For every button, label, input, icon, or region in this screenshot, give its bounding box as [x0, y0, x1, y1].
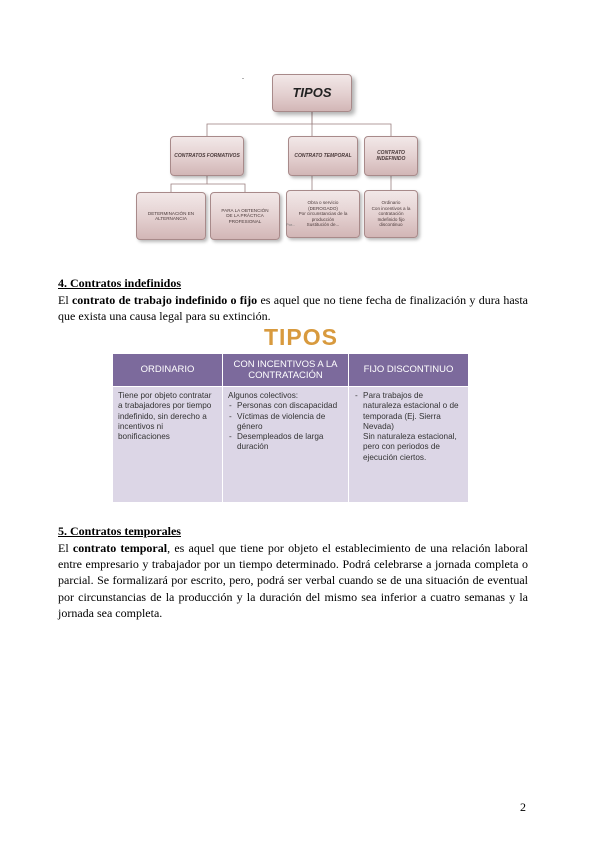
section-4-heading: 4. Contratos indefinidos — [58, 276, 182, 290]
node-alternancia — [136, 192, 206, 240]
diagram-root-node: TIPOS — [272, 74, 352, 112]
section-5-heading: 5. Contratos temporales — [58, 524, 181, 538]
node-text: discontinuo — [379, 222, 403, 228]
paragraph-text: , es aquel que tiene por objeto el establecimiento de una relación laboral entre empresario y trabajador por un tiempo determinado. Podrá celebrarse a jornada completa o parcial. Se formalizará por escrito, pero, podrá ser verbal cuando se de una situación de eventual por circunstancias de la producción y la duración del mismo sea inferior a cuatro semanas y la jornada sea completa. — [58, 541, 528, 620]
section-5-paragraph — [58, 540, 528, 621]
node-text: Por circunstancias de la — [298, 211, 348, 217]
cell-text: Tiene por objeto contratar a trabajadores por tiempo indefinido, sin derecho a incentivos ni bonificaciones — [118, 391, 212, 441]
incentivos-list — [228, 401, 343, 452]
node-text: Con incentivos a la — [371, 205, 411, 211]
bold-term: contrato temporal — [72, 541, 168, 555]
paragraph-text: El — [58, 541, 73, 555]
table-row — [113, 387, 469, 503]
list-item: - Para trabajos de naturaleza estacional o de temporada (Ej. Sierra Nevada) — [363, 391, 463, 432]
node-text: producción — [311, 216, 335, 222]
node-text: Sustitución de... — [306, 222, 340, 228]
header-incentivos: CON INCENTIVOS A LA CONTRATACIÓN — [223, 354, 349, 387]
node-text: contratación — [378, 211, 404, 217]
node-text: ALTERNANCIA — [155, 216, 187, 221]
bold-term: contrato de trabajo indefinido o fijo — [71, 293, 258, 307]
node-text: PARA LA OBTENCIÓN — [221, 207, 269, 213]
cell-incentivos — [223, 387, 349, 503]
paragraph-text: es aquel que no tiene fecha de finalización y dura hasta que exista una causa legal para su extinción. — [58, 293, 529, 324]
list-item: - Personas con discapacidad — [237, 401, 343, 411]
stray-dot: . — [242, 72, 244, 81]
node-text: PROFESIONAL — [228, 218, 262, 224]
tipos-title: TIPOS — [263, 324, 338, 350]
node-contrato-temporal: CONTRATO TEMPORAL — [288, 136, 358, 176]
cell-intro: Algunos colectivos: — [228, 391, 299, 400]
header-fijo-discontinuo: FIJO DISCONTINUO — [349, 354, 469, 387]
node-contratos-formativos: CONTRATOS FORMATIVOS — [170, 136, 244, 176]
node-text: Ordinario — [381, 200, 401, 206]
diagram-fragment-text: Por... — [286, 222, 296, 227]
fijo-list — [354, 391, 463, 432]
node-text: Obra o servicio — [307, 200, 339, 206]
cell-text: Sin naturaleza estacional, pero con periodos de ejecución ciertos. — [363, 432, 457, 462]
tipos-table — [112, 353, 469, 503]
node-temporal-subtypes — [286, 190, 360, 238]
node-text: DETERMINACIÓN EN — [147, 210, 195, 216]
contract-types-diagram — [136, 66, 472, 242]
paragraph-text: El — [58, 293, 72, 307]
list-item: - Víctimas de violencia de género — [237, 412, 343, 433]
list-item: - Desempleados de larga duración — [237, 432, 343, 453]
node-contrato-indefinido: CONTRATO INDEFINIDO — [364, 136, 418, 176]
header-ordinario: ORDINARIO — [113, 354, 223, 387]
node-text: (DEROGADO) — [308, 205, 338, 211]
node-indefinido-subtypes — [364, 190, 418, 238]
cell-fijo-discontinuo — [349, 387, 469, 503]
cell-ordinario — [113, 387, 223, 503]
node-text: Indefinido fijo — [377, 216, 405, 222]
node-practica-profesional — [210, 192, 280, 240]
page-number: 2 — [520, 800, 526, 814]
table-header-row — [113, 354, 469, 387]
node-text: DE LA PRÁCTICA — [226, 213, 264, 219]
section-4-paragraph — [58, 292, 528, 324]
